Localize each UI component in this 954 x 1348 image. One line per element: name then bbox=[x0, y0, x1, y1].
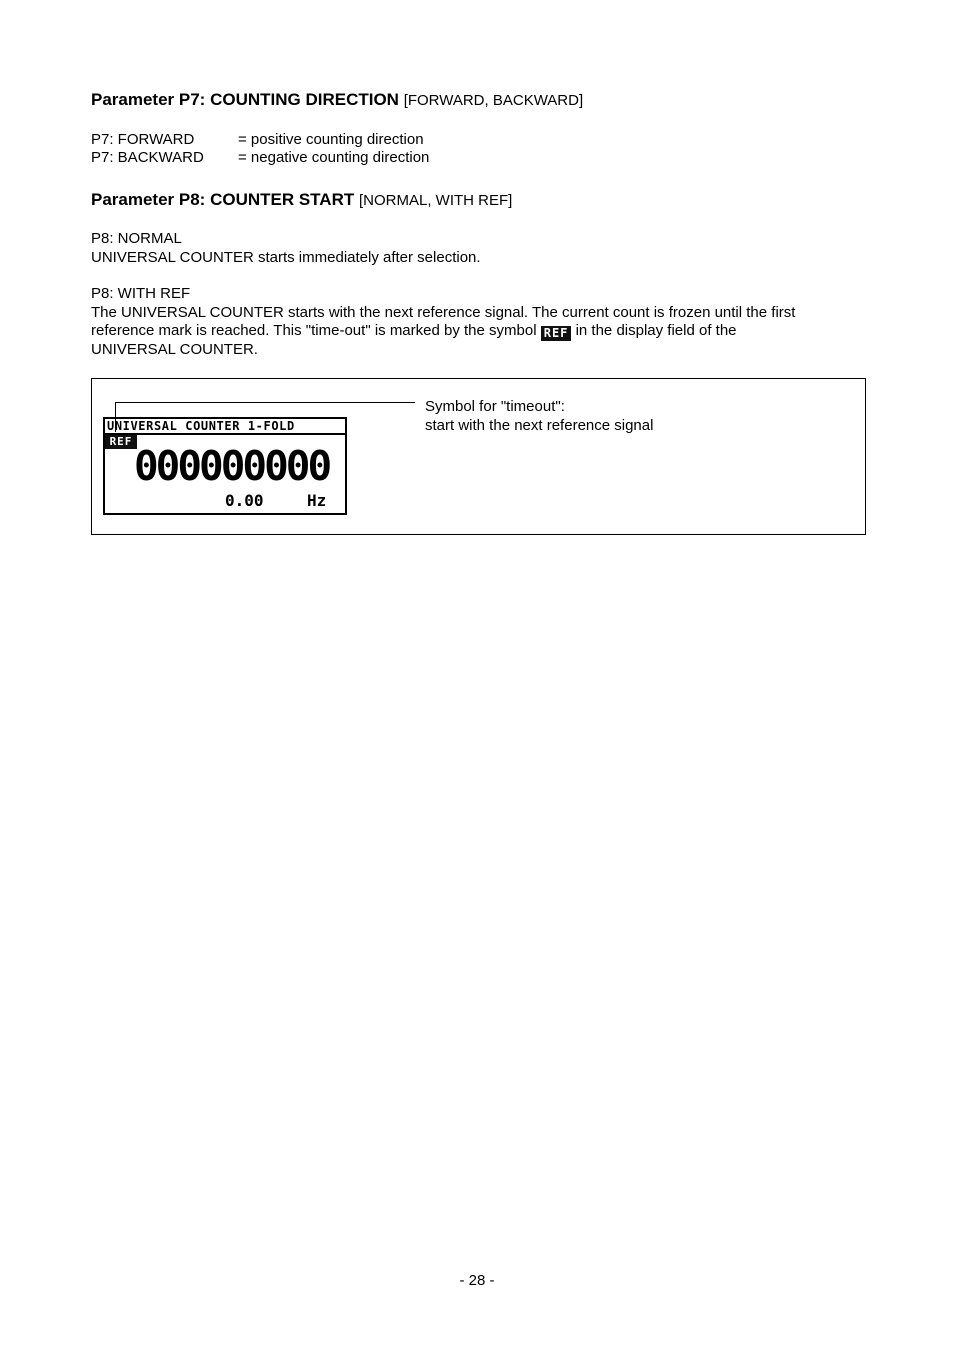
p7-heading bbox=[91, 91, 583, 110]
callout-line-vertical bbox=[115, 402, 116, 432]
p8-withref-line-1: The UNIVERSAL COUNTER starts with the next reference signal. The current count is frozen until the first bbox=[91, 304, 796, 321]
p8-normal-label: P8: NORMAL bbox=[91, 230, 182, 247]
p7-heading-options: [FORWARD, BACKWARD] bbox=[403, 92, 584, 109]
p8-withref-line-3: UNIVERSAL COUNTER. bbox=[91, 341, 258, 358]
p8-withref-line-2-after: in the display field of the bbox=[575, 322, 737, 339]
lcd-ref-symbol: REF bbox=[105, 435, 137, 449]
lcd-title: UNIVERSAL COUNTER 1-FOLD bbox=[105, 419, 345, 435]
lcd-display bbox=[103, 417, 347, 515]
p8-heading-options: [NORMAL, WITH REF] bbox=[358, 192, 513, 209]
ref-symbol-icon: REF bbox=[541, 326, 572, 341]
p7-heading-title: Parameter P7: COUNTING DIRECTION bbox=[91, 90, 399, 109]
p7-backward-desc: = negative counting direction bbox=[238, 149, 430, 166]
page-number: - 28 - bbox=[459, 1272, 495, 1289]
p8-withref-line-2 bbox=[91, 322, 737, 341]
p8-normal-desc: UNIVERSAL COUNTER starts immediately after selection. bbox=[91, 249, 481, 266]
lcd-frequency-unit: Hz bbox=[307, 491, 327, 510]
figure-caption-line-1: Symbol for "timeout": bbox=[425, 398, 565, 415]
p8-withref-label: P8: WITH REF bbox=[91, 285, 191, 302]
p8-heading bbox=[91, 191, 512, 210]
lcd-frequency-value: 0.00 bbox=[225, 491, 264, 510]
p7-forward-desc: = positive counting direction bbox=[238, 131, 424, 148]
callout-line-horizontal bbox=[115, 402, 415, 403]
p8-heading-title: Parameter P8: COUNTER START bbox=[91, 190, 355, 209]
p7-backward-term: P7: BACKWARD bbox=[91, 149, 204, 166]
lcd-count-value: 000000000 bbox=[134, 442, 330, 490]
p7-forward-term: P7: FORWARD bbox=[91, 131, 195, 148]
p8-withref-line-2-before: reference mark is reached. This "time-out" is marked by the symbol bbox=[91, 322, 537, 339]
figure-caption-line-2: start with the next reference signal bbox=[425, 417, 654, 434]
